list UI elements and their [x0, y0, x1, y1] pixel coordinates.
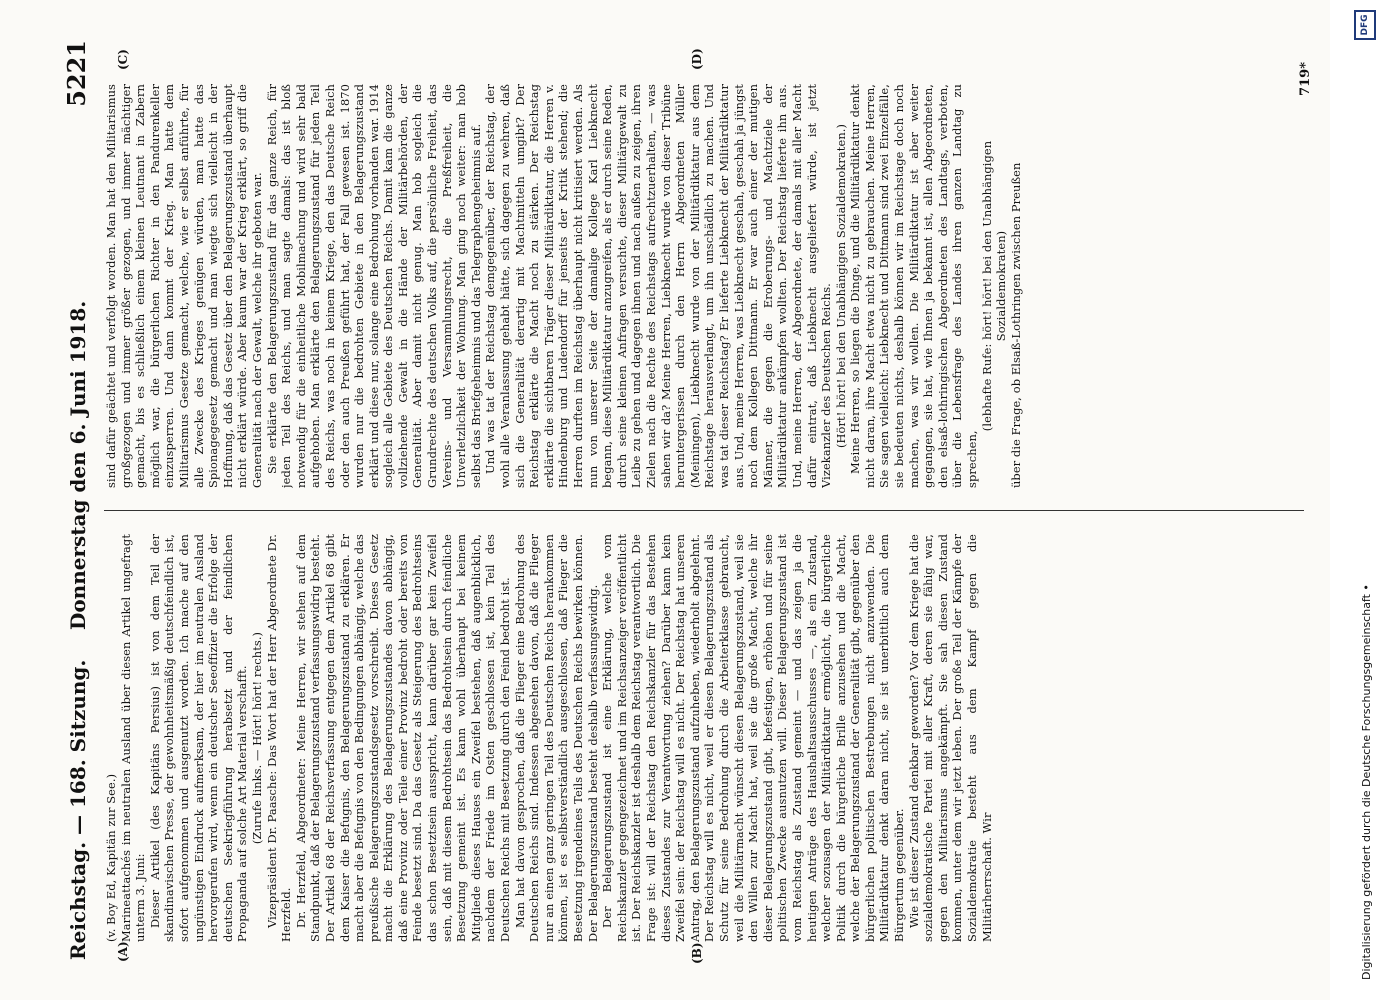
paragraph: Man hat davon gesprochen, daß die Flieger eine Bedrohung des Deutschen Reichs sind. Indessen abgesehen davon, daß die Flieger nur an einen ganz geringen Teil des Deutschen Reichs herankommen können, ist es selbstverständlich ausgeschlossen, daß Flieger die Besetzung irgendeines Teils des Deutschen Reichs bewirken können. Der Belagerungszustand besteht deshalb verfassungswidrig.: [512, 534, 600, 942]
page-header: [62, 40, 96, 960]
paragraph: (Hört! hört! bei den Unabhängigen Sozialdemokraten.): [833, 123, 848, 449]
paragraph: Der Belagerungszustand ist eine Erklärung, welche vom Reichskanzler gegengezeichnet und im Reichsanzeiger veröffentlicht ist. Der Reichskanzler ist deshalb dem Reichstag verantwortlich. Die Frage ist: will der Reichstag den Reichskanzler für das Bestehen dieses Zustandes zur Verantwortung ziehen? Darüber kann kein Zweifel sein: der Reichstag will es nicht. Der Reichstag hat unseren Antrag, den Belagerungszustand aufzuheben, wiederholt abgelehnt. Der Reichstag will es nicht, weil er diesen Belagerungszustand als Schutz für seine Bedrohung durch die Arbeiterklasse gebraucht, weil die Militärmacht wünscht diesen Belagerungszustand, weil sie den Willen zur Macht hat, weil sie die große Macht, welche ihr dieser Belagerungszustand gibt, befestigen, erhöhen und für seine politischen Zwecke ausnutzen will. Dieser Belagerungszustand ist vom Reichstag als Zustand gemeint — und das zeigen ja die heutigen Anträge des Haushaltsausschusses —, als ein Zustand, welcher sozusagen der Militärdiktatur ermöglicht, die bürgerliche Politik durch die bürgerliche Brille anzusehen und die Macht, welche der Belagerungszustand der Generalität gibt, gegenüber den bürgerlichen politischen Bestrebungen nicht anzuwenden. Die Militärdiktatur denkt daran nicht, sie ist unerbittlich auch dem Bürgertum gegenüber.: [600, 534, 907, 942]
paragraph: Dr. Herzfeld, Abgeordneter: Meine Herren, wir stehen auf dem Standpunkt, daß der Belagerungszustand verfassungswidrig besteht. Der Artikel 68 der Reichsverfassung entgegen dem Artikel 68 gibt dem Kaiser die Befugnis, den Belagerungszustand zu erklären. Er macht aber die Befugnis von den Bedingungen abhängig, welche das preußische Belagerungszustandsgesetz vorschreibt. Dieses Gesetz macht die Erklärung des Belagerungszustandes davon abhängig, daß eine Provinz oder Teile einer Provinz bedroht oder bereits von Feinde besetzt sind. Da das Gesetz als Steigerung des Bedrohtseins das schon Besetztsein ausspricht, kann darüber gar kein Zweifel sein, daß mit diesem Bedrohtsein das Bedrohtsein durch feindliche Besetzung gemeint ist. Es kann wohl überhaupt bei keinem Mitgliede dieses Hauses ein Zweifel bestehen, daß augenblicklich, nachdem der Friede im Osten geschlossen ist, kein Teil des Deutschen Reichs mit Besetzung durch den Feind bedroht ist.: [293, 534, 513, 942]
paragraph: (lebhafte Rufe: hört! hört! bei den Unabhängigen Sozialdemokraten): [979, 140, 1009, 432]
paragraph: Wie ist dieser Zustand denkbar geworden? Vor dem Kriege hat die sozialdemokratische Partei mit aller Kraft, deren sie fähig war, gegen den Militarismus angekämpft. Sie sah diesen Zustand kommen, unter dem wir jetzt leben. Der große Teil der Kämpfe der Sozialdemokratie besteht aus dem Kampf gegen die Militärherrschaft. Wir: [906, 534, 994, 942]
paragraph: Marineattachés im neutralen Ausland über diesen Artikel ungefragt unterm 3. Juni:: [118, 534, 148, 942]
right-column: [104, 84, 1294, 488]
header-session: Reichstag. — 168. Sitzung.: [66, 659, 90, 960]
dfg-logo: DFG: [1354, 10, 1376, 40]
column-divider: [104, 510, 1304, 511]
margin-marker-c: (C): [116, 49, 130, 70]
paragraph: Sie erklärte den Belagerungszustand für das ganze Reich, für jeden Teil des Reichs, und man sagte damals: das ist bloß notwendig für die einheitliche Mobilmachung und wird sehr bald aufgehoben. Man erklärte den Belagerungszustand für jeden Teil des Reichs, was noch in keinem Kriege, den das Deutsche Reich oder den auch Preußen geführt hat, der Fall gewesen ist. 1870 wurden nur die bedrohten Gebiete in den Belagerungszustand erklärt und diese nur, solange eine Bedrohung vorhanden war. 1914 sogleich alle Gebiete des Deutschen Reichs. Damit kam die ganze vollziehende Gewalt in die Hände der Militärbehörden, der Generalität. Aber damit nicht genug. Man hob sogleich die Grundrechte des deutschen Volks auf, die persönliche Freiheit, das Vereins- und Versammlungsrecht, die Preßfreiheit, die Unverletzlichkeit der Wohnung. Man ging noch weiter: man hob selbst das Briefgeheimnis und das Telegraphengeheimnis auf.: [264, 84, 483, 488]
paragraph: Meine Herren, so liegen die Dinge, und die Militärdiktatur denkt nicht daran, ihre Macht etwa nicht zu gebrauchen. Meine Herren, Sie sagen vielleicht: Liebknecht und Dittmann sind zwei Einzelfälle, sie bedeuten nichts, deshalb können wir im Reichstage doch noch machen, was wir wollen. Die Militärdiktatur ist aber weiter gegangen, sie hat, wie Ihnen ja bekannt ist, allen Abgeordneten, den elsaß-lothringischen Abgeordneten des Landtags, verboten, über die Lebensfrage des Landes ihren ganzen Landtag zu sprechen,: [848, 84, 980, 488]
paragraph: Vizepräsident Dr. Paasche: Das Wort hat der Herr Abgeordnete Dr. Herzfeld.: [264, 534, 294, 942]
margin-marker-a: (A): [116, 941, 130, 962]
paragraph: (v. Boy Ed, Kapitän zur See.): [104, 773, 118, 942]
page-number: 5221: [62, 40, 91, 107]
margin-marker-b: (B): [690, 942, 704, 964]
digitization-note: Digitalisierung gefördert durch die Deutsche Forschungsgemeinschaft •: [1360, 584, 1373, 980]
left-column: [104, 534, 1294, 942]
paragraph: (Zurufe links. — Hört! hört! rechts.): [249, 631, 264, 845]
paragraph: Dieser Artikel (des Kapitäns Persius) ist von dem Teil der skandinavischen Presse, der gewohnheitsmäßig deutschfeindlich ist, sofort aufgenommen und ausgenutzt worden. Ich mache auf den ungünstigen Eindruck aufmerksam, der hier im neutralen Ausland hervorgerufen wird, wenn ein deutscher Seeoffizier die Erfolge der deutschen Seekriegführung herabsetzt und der feindlichen Propaganda auf solche Art Material verschafft.: [147, 534, 250, 942]
paragraph: sind dafür geächtet und verfolgt worden. Man hat den Militarismus großgezogen und immer größer gezogen, und immer mächtiger gemacht, bis es schließlich einem kleinen Leutnant in Zabern möglich war, die bürgerlichen Richter in den Pandurenkeller einzusperren. Und dann kommt der Krieg. Man hatte dem Militarismus Gesetze gemacht, welche, wie er selbst anführte, für alle Zwecke des Krieges genügen würden, man hatte das Spionagegesetz gemacht und man wiegte sich vielleicht in der Hoffnung, daß das Gesetz über den Belagerungszustand überhaupt nicht erklärt würde. Aber kaum war der Krieg erklärt, so griff die Generalität nach der Gewalt, welche ihr geboten war.: [104, 84, 264, 488]
paragraph: über die Frage, ob Elsaß-Lothringen zwischen Preußen: [1008, 162, 1023, 488]
paragraph: Und was tat der Reichstag demgegenüber, der Reichstag, der wohl alle Veranlassung gehabt hätte, sich dagegen zu wehren, daß sich die Generalität derartig mit Machtmitteln umgibt? Der Reichstag erklärte die Macht noch zu stärken. Der Reichstag erklärte die sichtbaren Träger dieser Militärdiktatur, die Herren v. Hindenburg und Ludendorff für jenseits der Kritik stehend; die Herren durften im Reichstag überhaupt nicht kritisiert werden. Als nun von unserer Seite der damalige Kollege Karl Liebknecht begann, diese Militärdiktatur anzugreifen, als er durch seine Reden, durch seine kleinen Anfragen versuchte, dieser Militärgewalt zu Leibe zu gehen und dagegen ihnen und nach außen zu zeigen, ihren Zielen nach die Rechte des Reichstags aufrechtzuerhalten, — was sahen wir da? Meine Herren, Liebknecht wurde von dieser Tribüne heruntergerissen durch den Herrn Abgeordneten Müller (Meiningen), Liebknecht wurde von der Militärdiktatur aus dem Reichstage herausverlangt, um ihn unschädlich zu machen. Und was tat dieser Reichstag? Er lieferte Liebknecht der Militärdiktatur aus. Und, meine Herren, was Liebknecht geschah, geschah ja jüngst noch dem Kollegen Dittmann. Er war auch einer der mutigen Männer, die gegen die Eroberungs- und Machtziele der Militärdiktatur ankämpfen wollten. Der Reichstag lieferte ihn aus. Und, meine Herren, der Abgeordnete, der damals mit aller Macht dafür eintrat, daß Liebknecht ausgeliefert würde, ist jetzt Vizekanzler des Deutschen Reichs.: [483, 84, 834, 488]
header-date: Donnerstag den 6. Juni 1918.: [66, 300, 90, 630]
margin-marker-d: (D): [690, 48, 704, 70]
signature-number: 719*: [1298, 62, 1313, 96]
digitization-banner: [1340, 0, 1383, 1000]
